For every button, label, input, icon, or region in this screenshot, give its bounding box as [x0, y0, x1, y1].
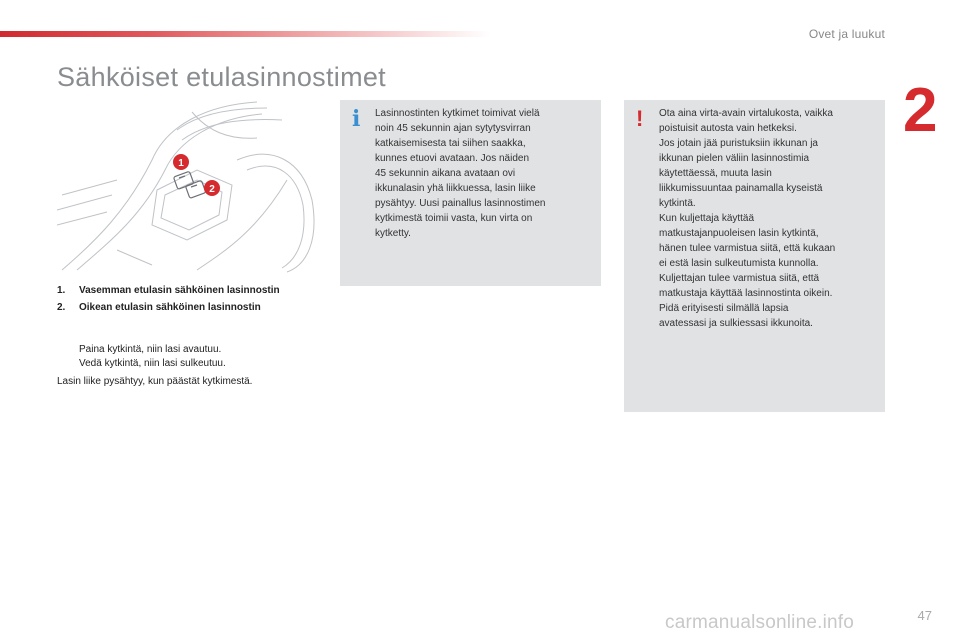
info-box — [340, 100, 601, 286]
release-note: Lasin liike pysähtyy, kun päästät kytkimestä. — [57, 376, 253, 387]
list-item-number: 1. — [57, 285, 66, 296]
bullet-text: Vedä kytkintä, niin lasi sulkeutuu. — [79, 358, 226, 369]
info-text: Lasinnostinten kytkimet toimivat vielä noin 45 sekunnin ajan sytytysvirran katkaisemisesta tai siihen saakka, kunnes etuovi avataan. Jos näiden 45 sekunnin aikana avataan ovi ikkunalasin yhä liikkuessa, lasin liike pysähtyy. Uusi painallus lasinnostimen kytkimestä toimii vasta, kun virta on kytketty. — [375, 108, 546, 239]
list-item — [57, 343, 337, 357]
callout-1 — [173, 154, 189, 170]
svg-text:1: 1 — [178, 158, 184, 169]
bullet-icon — [57, 343, 79, 357]
page-number: 47 — [917, 608, 932, 623]
page-title: Sähköiset etulasinnostimet — [57, 62, 386, 92]
list-item — [57, 301, 327, 315]
bullet-list — [57, 343, 337, 371]
bullet-icon — [57, 357, 79, 371]
svg-text:2: 2 — [209, 184, 215, 195]
watermark[interactable]: carmanualsonline.info — [665, 612, 855, 633]
bullet-text: Paina kytkintä, niin lasi avautuu. — [79, 344, 222, 355]
warning-box — [624, 100, 885, 412]
header-accent-bar — [0, 31, 490, 37]
section-label: Ovet ja luukut — [808, 27, 885, 41]
numbered-list — [57, 284, 327, 318]
door-switch-illustration — [57, 100, 322, 275]
list-item-text: Oikean etulasin sähköinen lasinnostin — [79, 302, 261, 313]
info-icon: i — [352, 106, 361, 132]
chapter-number: 2 — [903, 76, 938, 145]
list-item-number: 2. — [57, 302, 66, 313]
list-item — [57, 357, 337, 371]
list-item — [57, 284, 327, 298]
warning-icon: ! — [636, 106, 644, 131]
callout-2 — [204, 180, 220, 196]
warning-text: Ota aina virta-avain virtalukosta, vaikka poistuisit autosta vain hetkeksi. Jos jotain jää puristuksiin ikkunan ja ikkunan pielen väliin lasinnostimia käytettäessä, muuta lasin liikkumissuuntaa painamalla kyseistä kytkintä. Kun kuljettaja käyttää matkustajanpuoleisen lasin kytkintä, hänen tulee varmistua siitä, että kukaan ei estä lasin sulkeutumista kunnolla. Kuljettajan tulee varmistua siitä, että matkustaja käyttää lasinnostinta oikein. Pidä erityisesti silmällä lapsia avatessasi ja sulkiessasi ikkunoita. — [659, 108, 836, 329]
list-item-text: Vasemman etulasin sähköinen lasinnostin — [79, 285, 280, 296]
